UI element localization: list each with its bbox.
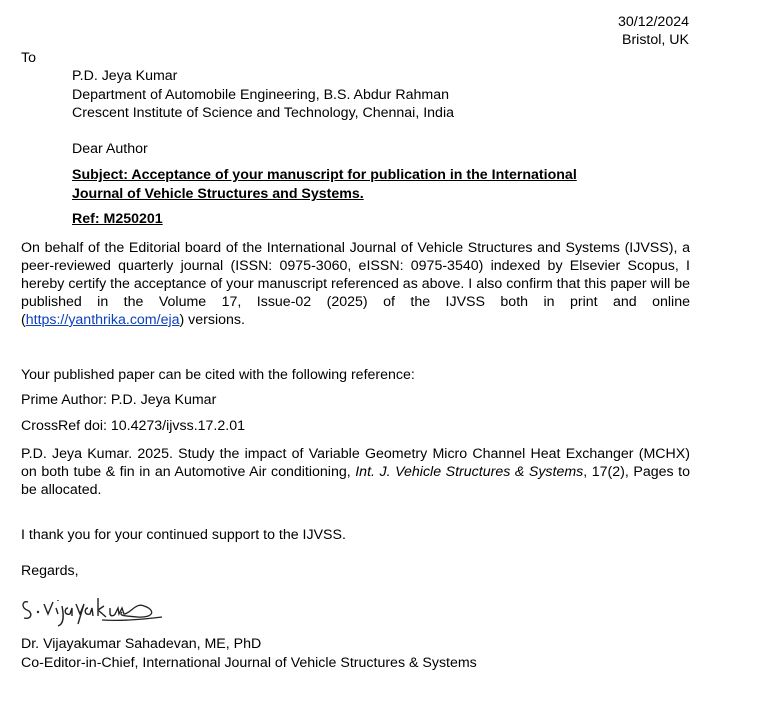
letter-place: Bristol, UK [621, 32, 689, 48]
subject-line-2: Journal of Vehicle Structures and Systems. [72, 186, 364, 202]
regards-line: Regards, [21, 563, 79, 579]
signer-title: Co-Editor-in-Chief, International Journal of Vehicle Structures & Systems [21, 655, 477, 671]
citation-reference [21, 445, 690, 499]
to-label: To [21, 50, 36, 66]
reference-number: Ref: M250201 [72, 211, 163, 227]
body-text-1: On behalf of the Editorial board of the International Journal of Vehicle Structures and Systems (IJVSS), a peer-reviewed quarterly journal (ISSN: 0975-3060, eISSN: 0975-3540) indexed by Elsevier Scopus, I hereby certify the acceptance of your manuscript referenced as above. I also confirm that this paper will be published in the Volume 17, Issue-02 (2025) of the IJVSS both in print and online ( [21, 240, 690, 328]
body-text-2: ) versions. [179, 312, 245, 328]
signature-image [18, 590, 168, 630]
citation-tail: , 17(2), Pages to be allocated. [21, 464, 691, 498]
citation-text: P.D. Jeya Kumar. 2025. Study the impact of Variable Geometry Micro Channel Heat Exchanger (MCHX) on both tube & fin in an Automotive Air conditioning, [21, 446, 690, 480]
citation-journal: Int. J. Vehicle Structures & Systems [355, 464, 584, 480]
journal-link[interactable]: https://yanthrika.com/eja [25, 312, 180, 328]
crossref-doi: CrossRef doi: 10.4273/ijvss.17.2.01 [21, 418, 245, 434]
signer-name: Dr. Vijayakumar Sahadevan, ME, PhD [21, 636, 262, 652]
body-paragraph [21, 239, 690, 329]
salutation: Dear Author [72, 141, 148, 157]
letter-date: 30/12/2024 [617, 14, 689, 30]
cite-intro: Your published paper can be cited with the following reference: [21, 367, 415, 383]
recipient-name: P.D. Jeya Kumar [72, 68, 178, 84]
subject-line-1: Subject: Acceptance of your manuscript for publication in the International [72, 167, 577, 183]
thanks-line: I thank you for your continued support to the IJVSS. [21, 527, 346, 543]
recipient-institute: Crescent Institute of Science and Technology, Chennai, India [72, 105, 454, 121]
recipient-department: Department of Automobile Engineering, B.S. Abdur Rahman [72, 87, 449, 103]
prime-author: Prime Author: P.D. Jeya Kumar [21, 392, 217, 408]
